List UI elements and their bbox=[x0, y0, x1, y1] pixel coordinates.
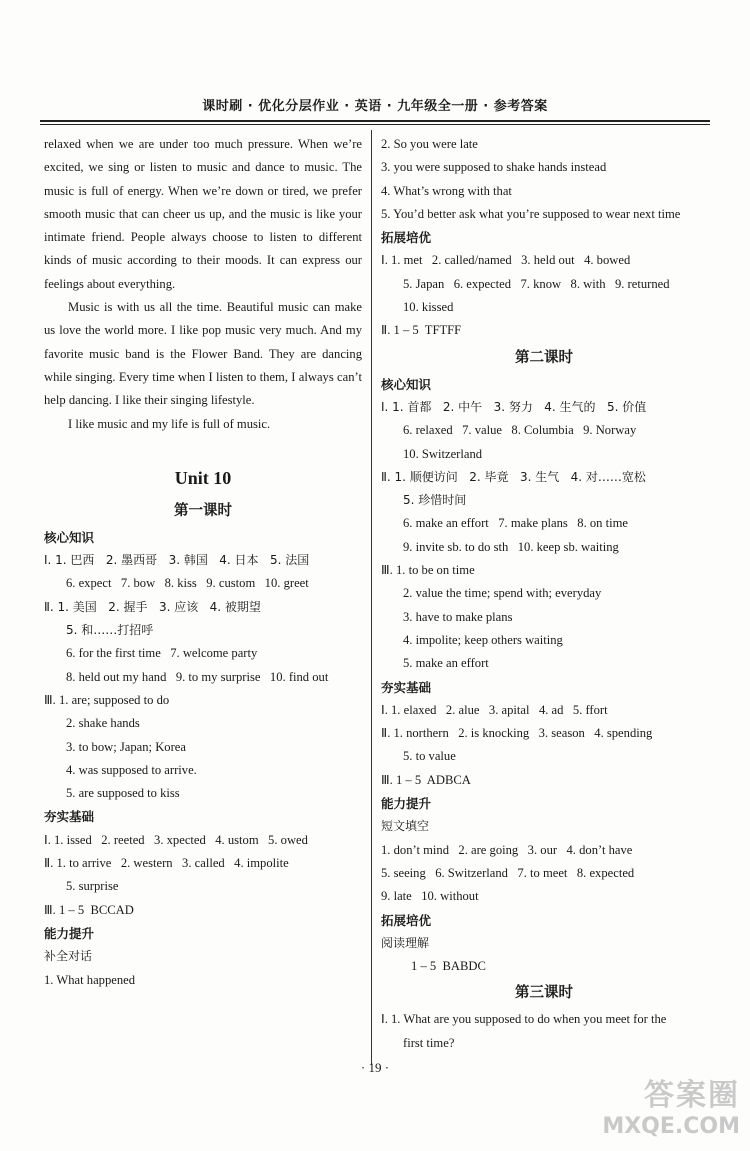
answer-line: 5. to value bbox=[403, 749, 456, 764]
answer-line: 9. invite sb. to do sth 10. keep sb. waiting bbox=[403, 539, 619, 554]
answer-line: first time? bbox=[403, 1035, 455, 1050]
answer-line: 5. are supposed to kiss bbox=[66, 786, 180, 801]
answer-line: Ⅰ. 1. What are you supposed to do when you meet for the bbox=[381, 1012, 667, 1027]
section-extension: 拓展培优 bbox=[381, 912, 432, 928]
answer-line: 5. Japan 6. expected 7. know 8. with 9. returned bbox=[403, 276, 670, 291]
answer-line: 10. Switzerland bbox=[403, 446, 483, 461]
section-solid-basics: 夯实基础 bbox=[381, 679, 432, 695]
essay-paragraph-3: I like music and my life is full of music. bbox=[68, 416, 271, 431]
answer-line: Ⅲ. 1 – 5 BCCAD bbox=[44, 902, 134, 917]
left-column bbox=[44, 133, 362, 992]
answer-line: 2. shake hands bbox=[66, 716, 140, 731]
answer-line: 4. was supposed to arrive. bbox=[66, 762, 197, 777]
lesson-3-title: 第三课时 bbox=[515, 985, 573, 1002]
answer-line: 2. value the time; spend with; everyday bbox=[403, 586, 602, 601]
answer-line: 9. late 10. without bbox=[381, 889, 479, 904]
answer-line: 5. seeing 6. Switzerland 7. to meet 8. expected bbox=[381, 865, 635, 880]
essay-paragraph-1: relaxed when we are under too much pressure. When we’re excited, we sing or listen to music and dance to music. The music is full of energy. When we’re down or tired, we prefer smooth music that can cheer us up, and the music is like your intimate friend. People always choose to listen to different kinds of music according to their moods. It can express our feelings about everything. bbox=[44, 137, 362, 291]
page-header: 课时刷 · 优化分层作业 · 英语 · 九年级全一册 · 参考答案 bbox=[202, 99, 548, 114]
section-core-knowledge: 核心知识 bbox=[44, 529, 95, 545]
answer-line: Ⅰ. 1. issed 2. reeted 3. xpected 4. ustom 5. owed bbox=[44, 832, 308, 847]
unit-title: Unit 10 bbox=[174, 467, 232, 488]
answer-line: 1. What happened bbox=[44, 972, 136, 987]
answer-line: 1. don’t mind 2. are going 3. our 4. don’t have bbox=[381, 842, 633, 857]
answer-line: 5. You’d better ask what you’re supposed to wear next time bbox=[381, 206, 681, 221]
subsection-fill-in: 短文填空 bbox=[381, 819, 430, 834]
answer-line: 4. impolite; keep others waiting bbox=[403, 632, 563, 647]
answer-line: Ⅰ. 1. 巴西 2. 墨西哥 3. 韩国 4. 日本 5. 法国 bbox=[44, 553, 310, 568]
section-extension: 拓展培优 bbox=[381, 230, 432, 246]
answer-line: Ⅱ. 1 – 5 TFTFF bbox=[381, 323, 462, 338]
watermark-en: MXQE.COM bbox=[602, 1114, 740, 1139]
answer-line: Ⅰ. 1. elaxed 2. alue 3. apital 4. ad 5. ffort bbox=[381, 702, 608, 717]
column-divider bbox=[371, 130, 372, 1065]
answer-line: Ⅱ. 1. to arrive 2. western 3. called 4. impolite bbox=[44, 856, 289, 871]
essay-paragraph-2: Music is with us all the time. Beautiful music can make us love the world more. I like pop music very much. And my favorite music band is the Flower Band. They are dancing while singing. Every time when I listen to them, I always can’t help dancing. I like their singing lifestyle. bbox=[44, 300, 362, 408]
answer-line: Ⅱ. 1. 美国 2. 握手 3. 应该 4. 被期望 bbox=[44, 599, 261, 614]
answer-line: Ⅲ. 1. to be on time bbox=[381, 563, 475, 578]
answer-line: 10. kissed bbox=[403, 300, 454, 315]
answer-line: 6. relaxed 7. value 8. Columbia 9. Norway bbox=[403, 423, 637, 438]
right-column bbox=[381, 133, 707, 1055]
answer-line: Ⅰ. 1. met 2. called/named 3. held out 4. bowed bbox=[381, 253, 631, 268]
answer-line: Ⅰ. 1. 首都 2. 中午 3. 努力 4. 生气的 5. 价值 bbox=[381, 399, 647, 414]
section-ability: 能力提升 bbox=[381, 796, 432, 812]
answer-line: 3. have to make plans bbox=[403, 609, 513, 624]
section-solid-basics: 夯实基础 bbox=[44, 809, 95, 825]
lesson-1-title: 第一课时 bbox=[174, 502, 232, 519]
section-core-knowledge: 核心知识 bbox=[381, 376, 432, 392]
lesson-2-title: 第二课时 bbox=[515, 349, 573, 366]
watermark-logo bbox=[602, 1070, 740, 1139]
answer-line: 5. make an effort bbox=[403, 656, 489, 671]
answer-line: 5. 和……打招呼 bbox=[66, 623, 154, 638]
answer-line: 2. So you were late bbox=[381, 137, 478, 151]
subsection-reading: 阅读理解 bbox=[381, 935, 430, 950]
answer-line: 1 – 5 BABDC bbox=[411, 959, 486, 974]
answer-line: 8. held out my hand 9. to my surprise 10. find out bbox=[66, 669, 329, 684]
page-number: · 19 · bbox=[360, 1060, 390, 1075]
subsection-dialogue: 补全对话 bbox=[44, 949, 93, 964]
answer-line: 5. 珍惜时间 bbox=[403, 493, 467, 508]
answer-line: Ⅲ. 1. are; supposed to do bbox=[44, 692, 170, 707]
answer-line: Ⅱ. 1. northern 2. is knocking 3. season 4. spending bbox=[381, 726, 653, 741]
answer-line: 3. to bow; Japan; Korea bbox=[66, 739, 186, 754]
answer-line: Ⅱ. 1. 顺便访问 2. 毕竟 3. 生气 4. 对……宽松 bbox=[381, 469, 646, 484]
answer-line: 3. you were supposed to shake hands instead bbox=[381, 160, 607, 175]
header-rule-thick bbox=[40, 120, 710, 122]
answer-line: 5. surprise bbox=[66, 879, 119, 894]
section-ability: 能力提升 bbox=[44, 925, 95, 941]
answer-line: Ⅲ. 1 – 5 ADBCA bbox=[381, 772, 471, 787]
answer-line: 4. What’s wrong with that bbox=[381, 183, 512, 198]
answer-line: 6. for the first time 7. welcome party bbox=[66, 646, 258, 661]
answer-line: 6. make an effort 7. make plans 8. on time bbox=[403, 516, 628, 531]
answer-line: 6. expect 7. bow 8. kiss 9. custom 10. greet bbox=[66, 576, 309, 591]
header-rule-thin bbox=[40, 124, 710, 125]
watermark-cn: 答案圈 bbox=[644, 1078, 740, 1113]
